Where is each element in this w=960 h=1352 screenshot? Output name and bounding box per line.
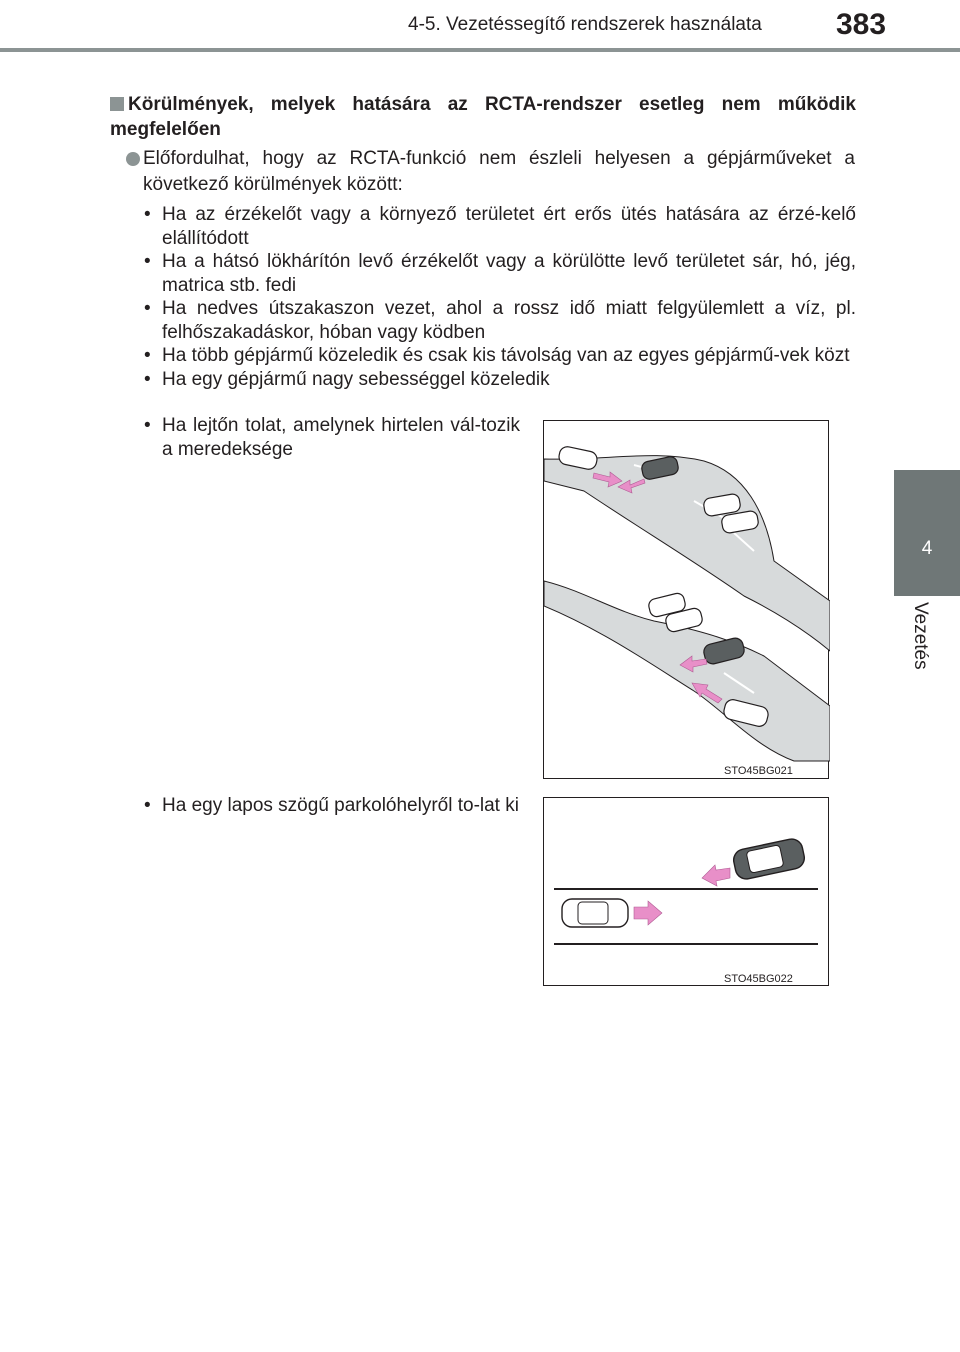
header-title: 4-5. Vezetéssegítő rendszerek használata bbox=[408, 14, 762, 35]
angle-parking-illustration bbox=[544, 798, 830, 987]
side-tab-label-text: Vezetés bbox=[910, 602, 931, 670]
side-tab-number: 4 bbox=[921, 538, 933, 559]
angle-condition bbox=[140, 794, 520, 818]
page-number: 383 bbox=[836, 8, 887, 41]
list-item: • Ha az érzékelőt vagy a környező területet ért erős ütés hatására az érzé-kelő elállítódott bbox=[140, 203, 856, 250]
figure-code: STO45BG021 bbox=[724, 765, 793, 777]
condition-list bbox=[140, 203, 856, 391]
section-heading-text: Körülmények, melyek hatására az RCTA-rendszer esetleg nem működik megfelelően bbox=[110, 94, 856, 140]
arrow-icon bbox=[634, 901, 662, 925]
list-item: • Ha több gépjármű közeledik és csak kis távolság van az egyes gépjármű-vek közt bbox=[140, 344, 856, 368]
figure-code: STO45BG022 bbox=[724, 973, 793, 985]
intro-text: Előfordulhat, hogy az RCTA-funkció nem észleli helyesen a gépjárműveket a következő körülmények között: bbox=[143, 148, 855, 195]
header-rule bbox=[0, 48, 960, 52]
section-heading bbox=[110, 92, 856, 142]
car-icon bbox=[562, 899, 628, 927]
angle-figure bbox=[543, 797, 829, 986]
list-item: • Ha egy lapos szögű parkolóhelyről to-lat ki bbox=[140, 794, 520, 818]
slope-condition bbox=[140, 414, 520, 462]
list-item: • Ha a hátsó lökhárítón levő érzékelőt vagy a körülötte levő területet sár, hó, jég, matrica stb. fedi bbox=[140, 250, 856, 297]
side-tab-label bbox=[893, 598, 959, 718]
list-item: • Ha egy gépjármű nagy sebességgel közeledik bbox=[140, 368, 856, 392]
circle-bullet-icon bbox=[126, 152, 140, 166]
list-item: • Ha lejtőn tolat, amelynek hirtelen vál-tozik a meredeksége bbox=[140, 414, 520, 462]
car-icon bbox=[732, 837, 807, 881]
side-tab bbox=[894, 470, 960, 596]
list-item: • Ha nedves útszakaszon vezet, ahol a rossz idő miatt felgyülemlett a víz, pl. felhőszakadáskor, hóban vagy ködben bbox=[140, 297, 856, 344]
slope-illustration bbox=[544, 421, 830, 780]
arrow-icon bbox=[702, 865, 730, 886]
slope-figure bbox=[543, 420, 829, 779]
